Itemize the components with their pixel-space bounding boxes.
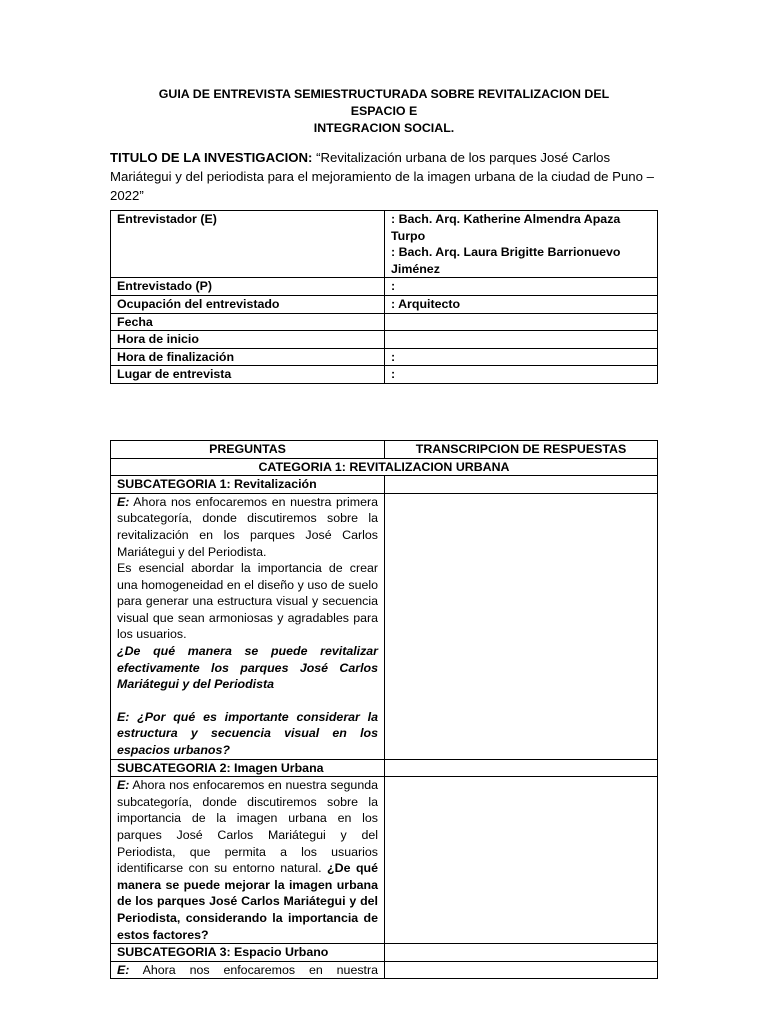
question-intro: Ahora nos enfocaremos en nuestra segunda subcategoría, donde discutiremos sobre la importancia de la imagen urbana en los parques José Carlos Mariátegui y del Periodista, que permita a los usuarios identificarse con su entorno natural. [117,778,378,876]
answer-cell[interactable] [385,961,658,979]
question-row [111,493,658,759]
category-row [111,458,658,476]
answer-cell[interactable] [385,476,658,494]
question-context: Es esencial abordar la importancia de crear una homogeneidad en el diseño y uso de suelo para generar una estructura visual y secuencia visual que sean armoniosas y agradables para los usuarios. [117,561,378,642]
subcategory-title: SUBCATEGORIA 1: Revitalización [111,476,385,494]
info-label: Entrevistador (E) [111,211,385,278]
question-cell [111,777,385,944]
subcategory-title: SUBCATEGORIA 3: Espacio Urbano [111,944,385,962]
info-label: Lugar de entrevista [111,366,385,384]
subcategory-row [111,476,658,494]
question-text: ¿De qué manera se puede mejorar la imagen urbana de los parques José Carlos Mariátegui y del Periodista, considerando la importancia de estos factores? [117,861,378,942]
subcategory-row [111,944,658,962]
interviewer-1: : Bach. Arq. Katherine Almendra Apaza Turpo [391,212,621,243]
title-line-1: GUIA DE ENTREVISTA SEMIESTRUCTURADA SOBRE REVITALIZACION DEL ESPACIO E [158,87,610,118]
interviewer-tag: E: [117,778,130,793]
answer-cell[interactable] [385,944,658,962]
table-row [111,211,658,278]
question-cell [111,493,385,759]
question-row [111,777,658,944]
research-title [110,148,658,205]
question-row [111,961,658,979]
info-value: : Arquitecto [385,295,658,313]
answers-header: TRANSCRIPCION DE RESPUESTAS [385,440,658,458]
interviewer-2: : Bach. Arq. Laura Brigitte Barrionuevo Jiménez [391,245,621,276]
question-text: ¿De qué manera se puede revitalizar efectivamente los parques José Carlos Mariátegui y del Periodista [117,644,378,692]
interviewer-tag: E: [117,962,130,977]
interview-info-table [110,210,658,384]
answer-cell[interactable] [385,759,658,777]
info-label: Entrevistado (P) [111,278,385,296]
questions-header: PREGUNTAS [111,440,385,458]
table-header-row [111,440,658,458]
subcategory-row [111,759,658,777]
info-value: : [385,278,658,296]
table-row [111,295,658,313]
category-title: CATEGORIA 1: REVITALIZACION URBANA [111,458,658,476]
question-intro: Ahora nos enfocaremos en nuestra primera subcategoría, donde discutiremos sobre la revitalización en los parques José Carlos Mariátegui y del Periodista. [117,494,378,559]
research-text: “Revitalización urbana de los parques José Carlos Mariátegui y del periodista para el mejoramiento de la imagen urbana de la ciudad de Puno – 2022” [110,150,654,203]
table-row [111,313,658,331]
table-row [111,366,658,384]
info-label: Hora de inicio [111,331,385,349]
subcategory-title: SUBCATEGORIA 2: Imagen Urbana [111,759,385,777]
answer-cell[interactable] [385,493,658,759]
title-line-2: INTEGRACION SOCIAL. [313,121,455,135]
info-value [385,211,658,278]
question-intro: Ahora nos enfocaremos en nuestra [129,962,378,977]
info-value [385,331,658,349]
questions-table [110,440,658,979]
info-label: Ocupación del entrevistado [111,295,385,313]
interviewer-tag: E: [117,494,130,509]
info-value [385,313,658,331]
table-row [111,331,658,349]
research-label: TITULO DE LA INVESTIGACION: [110,150,313,165]
question-cell [111,961,385,979]
document-page [110,86,658,979]
info-label: Fecha [111,313,385,331]
document-title [130,86,638,137]
question-text: E: ¿Por qué es importante considerar la estructura y secuencia visual en los espacios urbanos? [117,709,378,758]
table-row [111,278,658,296]
info-label: Hora de finalización [111,348,385,366]
table-row [111,348,658,366]
answer-cell[interactable] [385,777,658,944]
info-value: : [385,366,658,384]
info-value: : [385,348,658,366]
